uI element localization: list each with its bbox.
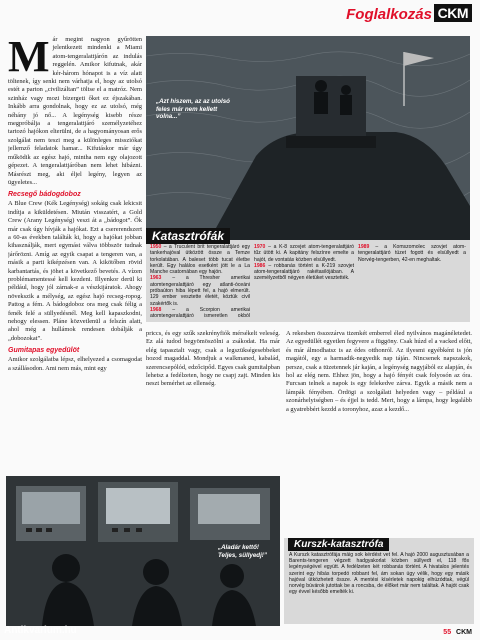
- watermark: Antikvarium.hu: [4, 625, 77, 636]
- footer-brand: CKM: [456, 629, 472, 636]
- article-paragraph-right: A rekesben összezárva tizenkét emberrel éled nyilvános magánéletedet. Az egyedüllét egyetlen fegyvere a függöny. Csak húzd el a vacked előtt, és már álmodhatsz is az édes otthonról. Az ilyesmi egyébként is jón magától, egy a harmadik-negyedik nap táján. Nincsenek napszakok, persze, csak a tüzetennek jár kaján, a legénység nagyjából ez alapján, és hol az elég nem. Ehhez jön, hogy a hajó fényét csak folyosón az óra. Furcsan telnek a napok is egy felekedve zárva. Egyik a másik nem a lámpák fényében. Ördögi a szolgálati helyeden vagy – például a szonárhelyiségben – és éjjel is tedd. Mert, hogy a lámpa, hogy legalább a gyatrebbért kezdd a toronyhoz, azaz a kezdő...: [286, 330, 472, 413]
- article-column-right: [286, 330, 472, 534]
- article-column-middle: [146, 330, 280, 472]
- kursk-title: Kurszk-katasztrófa: [288, 538, 389, 551]
- catastrophe-year: 1986: [254, 262, 266, 269]
- article-paragraph-1: A Blue Crew (Kék Legénység) sokáig csak lekicsit indítja a kiküldetésen. Miután visszatért, a Gold Crew (Arany Legénység) veszi át a „bádogot”. Ők már csak úgy hívják a hajókat. Ezt a csererendszert a 60-as években találták ki, hogy a hajókat jobban kihasználják, mert egymást válva többször tudnak járőrözni. Amíg az egyik csapat a tengeren van, a másik a parti kiképzésen van. A kikötőben rövid karbantartás, és jöhet a következő bevetés. A vízen problémamentessé kell kezdeni. Illyenkor derül ki például, hogy jól zárnak-e a vészkijáratok. Ahogy növekszik a mélység, az egész hajó recseg-ropog. Pattog a fém. A bádogdoboz ora meg csak félig a fenék felé a süllyedésnél. Meg kell kapaszkodni, nehogy elessen. Pláne közvetlenül a felszín alatt, ahol még a hullámok rendesen dobálják a „dobozokat”.: [8, 200, 142, 342]
- catastrophe-year: 1989: [358, 244, 370, 250]
- section-title: Foglalkozás: [346, 6, 432, 23]
- catastrophe-text: – a Scorpion amerikai atomtengeralattjáró ismeretlen okból: [150, 306, 250, 320]
- kursk-text: A Kurszk katasztrófája máig sok kérdést vet fel. A hajó 2000 augusztusában a Barents-tengeren végzett hadgyakorlat közben süllyedt el, 118 fős legénységével együtt. A fedélzeten két robbanás történt. A hivatalos jelentés szerint egy hibás torpedó robbant fel, ám sokan úgy vélik, hogy egy másik hajóval ütközhetett össze. A mentési kísérletek napokig elhúzódtak, végül norvég búvárok jutottak be a roncsba, de élőket már nem találtak. A hajót csak egy évvel később emelték ki.: [289, 552, 469, 596]
- subhead-gumitalp: Gumitapas egyedülöt: [8, 347, 80, 355]
- photo-caption-bottom: „Aladár kettő! Teljes, süllyedj!”: [218, 544, 267, 559]
- catastrophes-col-1: [150, 244, 250, 320]
- catastrophe-year: 1950: [150, 244, 162, 250]
- catastrophe-text: – a Truculent brit tengeralattjáró egy tankerhajóval ütközött össze a Temze torkolatában. A baleset több tucat életbe került. Egy halálos esetként jött le a La Manche csatornában egy hajón.: [150, 244, 250, 276]
- catastrophe-year: 1970: [254, 244, 266, 250]
- catastrophe-year: 1968: [150, 306, 162, 313]
- kursk-box: [284, 538, 474, 624]
- catastrophe-text: – robbanás történt a K-219 szovjet atom-tengeralattjáró rakétasilójában. A személyzetből négyen életüket vesztették.: [254, 262, 354, 282]
- submarine-photo: [146, 36, 470, 246]
- brand-logo: CKM: [434, 4, 472, 22]
- submarine-illustration: [146, 36, 470, 246]
- control-room-photo: [6, 476, 280, 626]
- catastrophe-text: – a K-8 szovjet atom-tengeralattjáró tűz ütött ki. A kapitány felszínre emelte a hajót, de vontatás közben elsüllyedt.: [254, 244, 354, 263]
- catastrophe-year: 1963: [150, 275, 162, 282]
- article-paragraph-middle: priccs, és egy szűk szekrényfiók mérsékelt veleség. Ez alá tudod begyömöszölni a zsákodat. Ha már elég tapasztalt vagy, csak a legszükségesebbeket hozod magaddal. Mondjuk a walkmaned, kabalád, szerencsepólód, edzőcipőd. Egyes csak gumitalpban lehetsz a fedélzeten, hogy ne csapj zajt. Minden kis neszt bemérhet az ellenség.: [146, 330, 280, 388]
- article-column-left: [8, 36, 142, 472]
- catastrophes-col-2: [254, 244, 354, 320]
- page-number: 55: [443, 629, 452, 636]
- catastrophes-box: [146, 229, 470, 322]
- article-intro: ár megint nagyon gyűrötten jelentkezett mindenki a Miami atom-tengeralattjárón az indulás reggelén. Amikor kifutnak, akár kér-három hónapot is a víz alatt töltenek, így senki nem várhatja el, hogy az utolsó estét a parton „civilizáltan” töltse el a matróz. Nem szinház vagy mozi bizergeti őket ez éjszakában. Inkább arra gondolnak, hogy ez az utolsó, még néhány jó nő... A legénység kisebb része megpróbálja a tengeralattjáró személyzetéhez tartozó hajókon elterülni, de a hagyományosan erős szolgálat nem teszi meg a különleges missziókat jellemző feladatok hamar... Kifutáskor már úgy működik az egész hajó, mintha nem egy olajozott gépezet. A tengeralattjáróban nem lehet hibázni. Másrészt meg, aki éljel legény, legyen az ügyeletes...: [8, 36, 142, 186]
- article-paragraph-2: Amikor szolgálatba lépsz, elhelyezed a csomagodat a szállásodon. Ami nem más, mint egy: [8, 356, 142, 372]
- catastrophes-col-3: [358, 244, 466, 320]
- page-footer: [443, 629, 472, 636]
- photo-caption-top: „Azt hiszem, az az utolsó feles már nem kellett volna...”: [156, 98, 230, 120]
- drop-cap: M: [8, 36, 50, 81]
- subhead-recsego: Recsegő bádogdoboz: [8, 191, 81, 199]
- page-header: [0, 0, 480, 30]
- catastrophes-title: Katasztrófák: [146, 228, 230, 244]
- catastrophe-text: – a Thresher amerikai atomtengeralattjáró egy atlanti-óceáni próbaúton hiba lépett fel, a hajó elmerült. 129 ember vesztette életét, köztük civil szakértők is.: [150, 275, 250, 307]
- catastrophe-text: – a Komszomolec szovjet atom-tengeralattjáró tüzet fogott és elsüllyedt a Norvég-tengerben, 42-en meghaltak.: [358, 244, 466, 263]
